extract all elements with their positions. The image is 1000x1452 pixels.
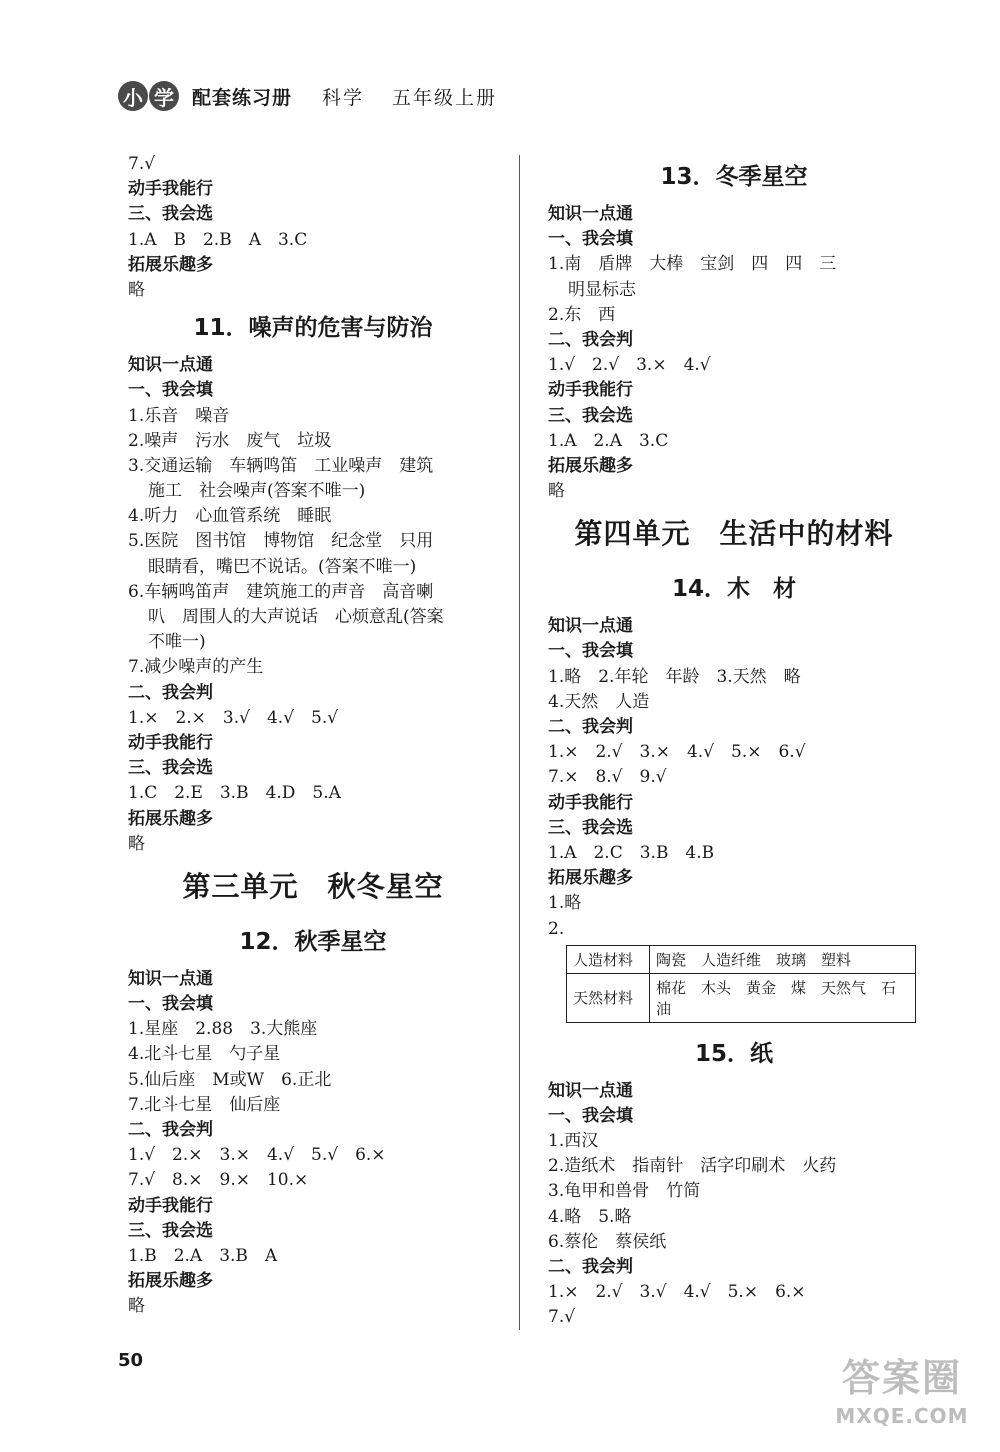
answer-line: 7.× 8.√ 9.√: [548, 767, 667, 788]
logo-char-2: 学: [149, 81, 179, 111]
answer-line: 1.× 2.√ 3.× 4.√ 5.× 6.√: [548, 742, 806, 763]
book-subject: 科学: [322, 86, 365, 109]
logo-char-1: 小: [118, 81, 148, 111]
unit-title-3: 第三单元 秋冬星空: [182, 869, 444, 903]
section-heading: 一、我会填: [548, 1105, 633, 1126]
book-title: 配套练习册: [192, 86, 293, 109]
answer-line: 1.C 2.E 3.B 4.D 5.A: [128, 783, 341, 804]
section-heading: 拓展乐趣多: [128, 1271, 213, 1292]
answer-line: 略: [128, 833, 145, 854]
table-row-label: 天然材料: [567, 973, 650, 1022]
answer-line: 7.√ 8.× 9.× 10.×: [128, 1170, 309, 1191]
answer-line: 2.噪声 污水 废气 垃圾: [128, 430, 332, 451]
section-heading: 动手我能行: [548, 792, 633, 813]
section-heading: 二、我会判: [548, 1257, 633, 1277]
column-divider: [519, 155, 520, 1330]
section-heading: 拓展乐趣多: [128, 254, 213, 275]
answer-line: 1.A 2.A 3.C: [548, 430, 669, 451]
lesson-title-15: 15．纸: [694, 1040, 773, 1067]
section-heading: 二、我会判: [128, 1120, 213, 1140]
table-row-label: 人造材料: [567, 945, 650, 973]
answer-line: 5.医院 图书馆 博物馆 纪念堂 只用: [128, 531, 434, 552]
table-row-items: 棉花 木头 黄金 煤 天然气 石油: [650, 973, 916, 1022]
lesson-title-14: 14．木 材: [671, 576, 796, 603]
section-heading: 三、我会选: [548, 405, 633, 426]
section-heading: 三、我会选: [548, 817, 633, 838]
answer-line: 1.南 盾牌 大棒 宝剑 四 四 三: [548, 254, 837, 275]
table-row-items: 陶瓷 人造纤维 玻璃 塑料: [650, 945, 916, 973]
answer-line: 叭 周围人的大声说话 心烦意乱(答案: [148, 607, 444, 627]
section-heading: 三、我会选: [128, 1220, 213, 1241]
answer-line: 1.A 2.C 3.B 4.B: [548, 842, 715, 863]
right-column: [548, 152, 920, 1331]
answer-line: 7.减少噪声的产生: [128, 657, 264, 678]
series-logo: [118, 81, 180, 111]
table-row: [567, 945, 916, 973]
answer-line: 2.造纸术 指南针 活字印刷术 火药: [548, 1156, 837, 1177]
answer-line: 1.略: [548, 893, 582, 914]
answer-line: 1.A B 2.B A 3.C: [128, 229, 308, 250]
answer-line: 4.北斗七星 勺子星: [128, 1044, 281, 1065]
answer-line: 4.略 5.略: [548, 1206, 632, 1227]
page-header: [118, 72, 497, 120]
section-heading: 一、我会填: [128, 380, 213, 401]
answer-line: 1.× 2.√ 3.√ 4.√ 5.× 6.×: [548, 1282, 806, 1303]
answer-line: 不唯一): [148, 632, 206, 653]
answer-line: 1.B 2.A 3.B A: [128, 1245, 278, 1266]
section-heading: 二、我会判: [548, 717, 633, 737]
section-heading: 知识一点通: [548, 616, 633, 637]
answer-line: 4.天然 人造: [548, 691, 650, 712]
page-number: 50: [118, 1350, 144, 1371]
section-heading: 一、我会填: [548, 229, 633, 250]
answer-line: 7.√: [548, 1307, 576, 1328]
table-row: [567, 973, 916, 1022]
site-watermark: [812, 1352, 992, 1447]
answer-line: 3.龟甲和兽骨 竹简: [548, 1181, 701, 1202]
answer-line: 眼睛看，嘴巴不说话。(答案不唯一): [148, 556, 417, 577]
answer-line: 1.略 2.年轮 年龄 3.天然 略: [548, 666, 801, 687]
answer-line: 1.× 2.× 3.√ 4.√ 5.√: [128, 707, 339, 728]
section-heading: 二、我会判: [548, 329, 633, 350]
unit-title-4: 第四单元 生活中的材料: [574, 517, 894, 551]
section-heading: 拓展乐趣多: [548, 455, 633, 476]
section-heading: 二、我会判: [128, 682, 213, 703]
answer-line: 1.乐音 噪音: [128, 405, 230, 426]
section-heading: 拓展乐趣多: [548, 868, 633, 889]
section-heading: 动手我能行: [128, 732, 213, 753]
answer-line: 1.√ 2.× 3.× 4.√ 5.√ 6.×: [128, 1145, 386, 1166]
answer-line: 1.√ 2.√ 3.× 4.√: [548, 355, 711, 376]
watermark-url: MXQE.COM: [835, 1404, 969, 1428]
answer-line: 略: [548, 481, 565, 502]
section-heading: 知识一点通: [548, 204, 633, 224]
section-heading: 三、我会选: [128, 758, 213, 779]
section-heading: 动手我能行: [548, 380, 633, 401]
section-heading: 一、我会填: [548, 641, 633, 662]
materials-table: [566, 945, 916, 1023]
answer-line: 施工 社会噪声(答案不唯一): [148, 481, 366, 502]
answer-line: 5.仙后座 M或W 6.正北: [128, 1069, 332, 1090]
section-heading: 动手我能行: [128, 1195, 213, 1216]
answer-line: 4.听力 心血管系统 睡眠: [128, 506, 332, 527]
answer-line: 2.东 西: [548, 304, 616, 325]
answer-line: 2.: [548, 918, 565, 939]
section-heading: 三、我会选: [128, 204, 213, 225]
lesson-title-13: 13．冬季星空: [660, 164, 808, 190]
section-heading: 动手我能行: [128, 179, 213, 200]
section-heading: 知识一点通: [128, 355, 213, 376]
answer-line: 6.车辆鸣笛声 建筑施工的声音 高音喇: [128, 581, 434, 602]
section-heading: 知识一点通: [128, 968, 213, 989]
answer-line: 明显标志: [568, 279, 636, 300]
book-grade: 五年级上册: [392, 86, 498, 109]
answer-line: 3.交通运输 车辆鸣笛 工业噪声 建筑: [128, 455, 434, 476]
answer-line: 1.西汉: [548, 1131, 599, 1152]
lesson-title-11: 11．噪声的危害与防治: [193, 315, 433, 342]
answer-line: 7.√: [128, 154, 156, 174]
left-column: [128, 152, 498, 1320]
answer-line: 7.北斗七星 仙后座: [128, 1094, 281, 1115]
section-heading: 拓展乐趣多: [128, 808, 213, 829]
section-heading: 一、我会填: [128, 994, 213, 1015]
answer-line: 略: [128, 279, 145, 300]
answer-line: 略: [128, 1296, 145, 1317]
lesson-title-12: 12．秋季星空: [239, 928, 387, 955]
section-heading: 知识一点通: [548, 1080, 633, 1101]
watermark-logo-text: 答案圈: [841, 1356, 962, 1400]
answer-line: 6.蔡伦 蔡侯纸: [548, 1231, 667, 1252]
answer-line: 1.星座 2.88 3.大熊座: [128, 1019, 318, 1040]
